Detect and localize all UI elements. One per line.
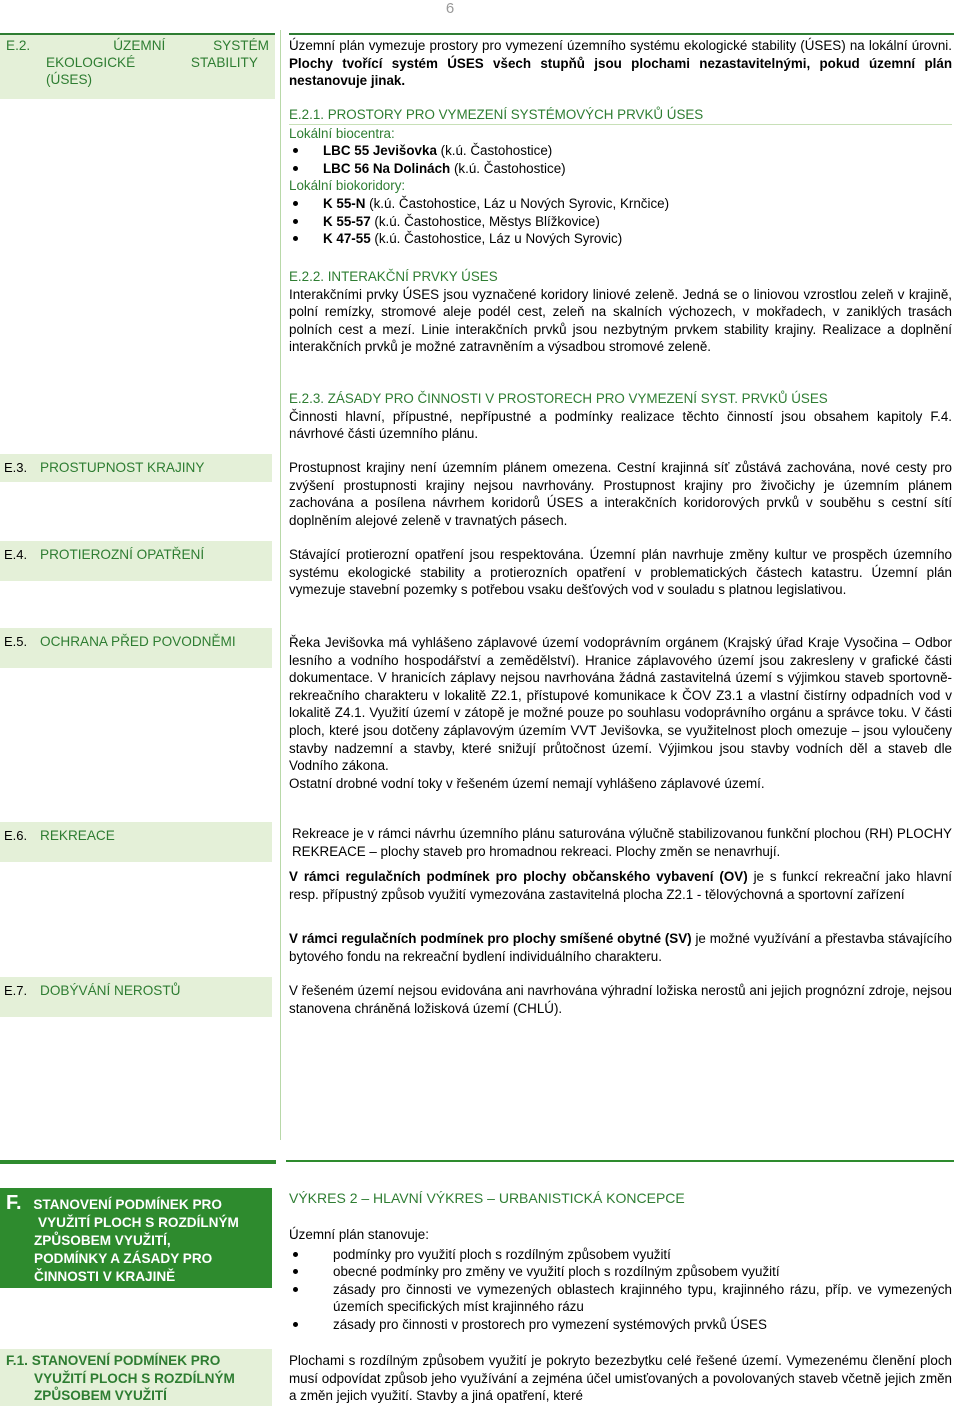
section-title: DOBÝVÁNÍ NEROSTŮ bbox=[40, 983, 181, 998]
paragraph-text: je možné využívání a přestavba stávajícího bytového fondu na rekreační bydlení individuálního charakteru. bbox=[289, 931, 952, 964]
intro-text: Územní plán vymezuje prostory pro vymezení územního systému ekologické stability (ÚSES) na lokální úrovni. bbox=[289, 38, 952, 53]
section-e6-ov bbox=[289, 868, 952, 903]
list-item: zásady pro činnosti ve vymezených oblastech krajinného typu, krajinného rázu, příp. ve vymezených územích specifických míst krajinného rázu bbox=[289, 1281, 952, 1316]
section-e6-sv bbox=[289, 930, 952, 965]
biocentra-list bbox=[289, 142, 952, 177]
chapter-title-line: ČINNOSTI V KRAJINĚ bbox=[34, 1269, 176, 1284]
section-e3-heading bbox=[0, 454, 272, 482]
column-divider bbox=[280, 30, 281, 1140]
section-text-2: Ostatní drobné vodní toky v řešeném území nemají vyhlášeno záplavové území. bbox=[289, 775, 765, 791]
section-title: PROTIEROZNÍ OPATŘENÍ bbox=[40, 547, 205, 562]
section-e3-text: Prostupnost krajiny není územním plánem omezena. Cestní krajinná síť zůstává zachována, nové cesty pro zvýšení prostupnosti krajiny nejsou navrhovány. Prostupnost krajiny pro živočichy je územním plánem zachována a posílena návrhem koridorů ÚSES a interakčních koridorových prvků v souběhu s cestní sítí doplněním alejové zeleně v travnatých pásech. bbox=[289, 460, 952, 528]
biokoridory-label: Lokální biokoridory: bbox=[289, 178, 406, 194]
bold-lead: V rámci regulačních podmínek pro plochy smíšené obytné (SV) bbox=[289, 931, 692, 946]
section-title: REKREACE bbox=[40, 828, 115, 843]
list-item: K 55-57 (k.ú. Častohostice, Městys Blížkovice) bbox=[289, 213, 952, 231]
page-number: 6 bbox=[445, 0, 455, 17]
section-e6-body bbox=[292, 825, 952, 860]
biokoridory-list bbox=[289, 195, 952, 248]
section-e5-body bbox=[289, 634, 952, 792]
section-e4-heading bbox=[0, 541, 272, 581]
chapter-top-rule bbox=[286, 1160, 954, 1162]
section-number: E.3. bbox=[4, 460, 28, 475]
subsection-e23 bbox=[289, 390, 952, 443]
chapter-f-heading bbox=[0, 1188, 272, 1288]
subsection-text: Interakčními prvky ÚSES jsou vyznačené koridory liniové zeleně. Jedná se o liniovou vzrostlou zeleň v krajině, polní remízky, stromové aleje podél cest, zeleň na skalních výchozech, v mokřadech, v zaniklých trasách polních cest a mezí. Linie interakčních prvků jsou nezbytným prvkem stability krajiny. Realizace a doplnění interakčních prvků je možné zatravněním a výsadbou stromové zeleně. bbox=[289, 286, 952, 355]
section-title-line: (ÚSES) bbox=[46, 72, 93, 87]
list-item: K 47-55 (k.ú. Častohostice, Láz u Nových Syrovic) bbox=[289, 230, 952, 248]
section-title-line: EKOLOGICKÉ STABILITY bbox=[46, 55, 258, 70]
section-e6-heading bbox=[0, 822, 272, 862]
section-e4-text: Stávající protierozní opatření jsou respektována. Územní plán navrhuje změny kultur ve prospěch územního systému ekologické stability a protierozních opatření v problematických částech katastru. Územní plán vymezuje stavební pozemky s potřebou vsaku dešťových vod v souladu s platnou legislativou. bbox=[289, 547, 952, 598]
section-text: Rekreace je v rámci návrhu územního plánu saturována výlučně stabilizovanou funkční plochou (RH) PLOCHY REKREACE – plochy staveb pro hromadnou rekreaci. Plochy změn se nenavrhují. bbox=[292, 826, 952, 859]
chapter-f-body bbox=[289, 1226, 952, 1334]
section-e2-body bbox=[289, 37, 952, 90]
list-item: podmínky pro využití ploch s rozdílným způsobem využití bbox=[289, 1246, 952, 1264]
bold-lead: V rámci regulačních podmínek pro plochy občanského vybavení (OV) bbox=[289, 869, 748, 884]
intro-text: Územní plán stanovuje: bbox=[289, 1227, 429, 1242]
section-number: F.1. bbox=[6, 1353, 28, 1368]
intro-bold-text: Plochy tvořící systém ÚSES všech stupňů jsou plochami nezastavitelnými, pokud územní plán nestanovuje jinak. bbox=[289, 55, 952, 89]
section-number: E.2. bbox=[6, 38, 31, 53]
subsection-heading: E.2.3. ZÁSADY PRO ČINNOSTI V PROSTORECH PRO VYMEZENÍ SYST. PRVKŮ ÚSES bbox=[289, 391, 828, 406]
section-title-line: ÚZEMNÍ SYSTÉM bbox=[113, 38, 269, 53]
section-e7-heading bbox=[0, 977, 272, 1017]
list-item: zásady pro činnosti v prostorech pro vymezení systémových prvků ÚSES bbox=[289, 1316, 952, 1334]
section-title-line: STANOVENÍ PODMÍNEK PRO bbox=[31, 1353, 221, 1368]
list-item: K 55-N (k.ú. Častohostice, Láz u Nových Syrovic, Krnčice) bbox=[289, 195, 952, 213]
section-number: E.7. bbox=[4, 983, 28, 998]
section-title-line: VYUŽITÍ PLOCH S ROZDÍLNÝM bbox=[34, 1370, 235, 1386]
chapter-title-line: ZPŮSOBEM VYUŽITÍ, bbox=[34, 1233, 171, 1248]
chapter-title-line: PODMÍNKY A ZÁSADY PRO bbox=[34, 1251, 213, 1266]
chapter-title-line: STANOVENÍ PODMÍNEK PRO bbox=[33, 1197, 222, 1212]
subsection-e22 bbox=[289, 268, 952, 356]
section-number: E.4. bbox=[4, 547, 28, 562]
drawing-reference: VÝKRES 2 – HLAVNÍ VÝKRES – URBANISTICKÁ KONCEPCE bbox=[289, 1190, 685, 1206]
conditions-list bbox=[289, 1246, 952, 1334]
paragraph-text: je s funkcí rekreační jako hlavní resp. přípustný způsob využití vymezována zastavitelná plocha Z2.1 - tělovýchovná a sportovní zařízení bbox=[289, 869, 953, 902]
chapter-top-rule bbox=[0, 1160, 276, 1164]
section-title: OCHRANA PŘED POVODNĚMI bbox=[40, 634, 236, 649]
section-text: Řeka Jevišovka má vyhlášeno záplavové území vodoprávním orgánem (Krajský úřad Kraje Vysočina – Odbor lesního a vodního hospodářství a zemědělství). Hranice záplavového území jsou zakresleny v grafické části dokumentace. V hranicích záplavy nejsou navrhována žádná zastavitelná území s výjimkou staveb sportovně-rekreačního charakteru v lokalitě Z2.1, přístupové komunikace k ČOV Z3.1 a vlastní čistírny odpadních vod v lokalitě Z4.1. Využití území v zátopě je možné pouze po souhlasu vodoprávního orgánu a správce toku. V části ploch, které jsou dotčeny záplavovým územím VVT Jevišovka, se využitelnost ploch omezuje – jsou vyloučeny stavby nadzemní a stavby, které snižují průtočnost území. Výjimkou jsou stavby vodních děl a staveb dle Vodního zákona. bbox=[289, 635, 952, 774]
chapter-title-line: VYUŽITÍ PLOCH S ROZDÍLNÝM bbox=[38, 1215, 239, 1230]
subsection-text: Činnosti hlavní, přípustné, nepřípustné a podmínky realizace těchto činností jsou obsahem kapitoly F.4. návrhové části územního plánu. bbox=[289, 408, 952, 442]
biocentra-label: Lokální biocentra: bbox=[289, 125, 395, 141]
list-item: LBC 55 Jevišovka (k.ú. Častohostice) bbox=[289, 142, 952, 160]
section-e7-text: V řešeném území nejsou evidována ani navrhována výhradní ložiska nerostů ani jejich prognózní zdroje, nejsou stanovena chráněná ložisková území (CHLÚ). bbox=[289, 983, 952, 1016]
section-title: PROSTUPNOST KRAJINY bbox=[40, 460, 205, 475]
section-title-line: ZPŮSOBEM VYUŽITÍ bbox=[34, 1388, 167, 1403]
chapter-letter: F. bbox=[6, 1192, 22, 1214]
subsection-heading: E.2.1. PROSTORY PRO VYMEZENÍ SYSTÉMOVÝCH PRVKŮ ÚSES bbox=[289, 106, 952, 125]
subsection-heading: E.2.2. INTERAKČNÍ PRVKY ÚSES bbox=[289, 269, 498, 284]
section-e5-heading bbox=[0, 628, 272, 668]
subsection-e21 bbox=[289, 106, 952, 248]
list-item: LBC 56 Na Dolinách (k.ú. Častohostice) bbox=[289, 160, 952, 178]
section-top-rule bbox=[289, 33, 954, 35]
section-number: E.6. bbox=[4, 828, 28, 843]
section-f1-text: Plochami s rozdílným způsobem využití je pokryto bezezbytku celé řešené území. Vymezenému členění ploch musí odpovídat způsob jeho využívání a zejména účel umisťovaných a povolovaných staveb včetně jejich změn a změn jejich využití. Stavby a jiná opatření, které bbox=[289, 1353, 952, 1404]
list-item: obecné podmínky pro změny ve využití ploch s rozdílným způsobem využití bbox=[289, 1263, 952, 1281]
section-e2-heading bbox=[0, 35, 275, 99]
section-number: E.5. bbox=[4, 634, 28, 649]
section-f1-heading bbox=[0, 1349, 272, 1406]
